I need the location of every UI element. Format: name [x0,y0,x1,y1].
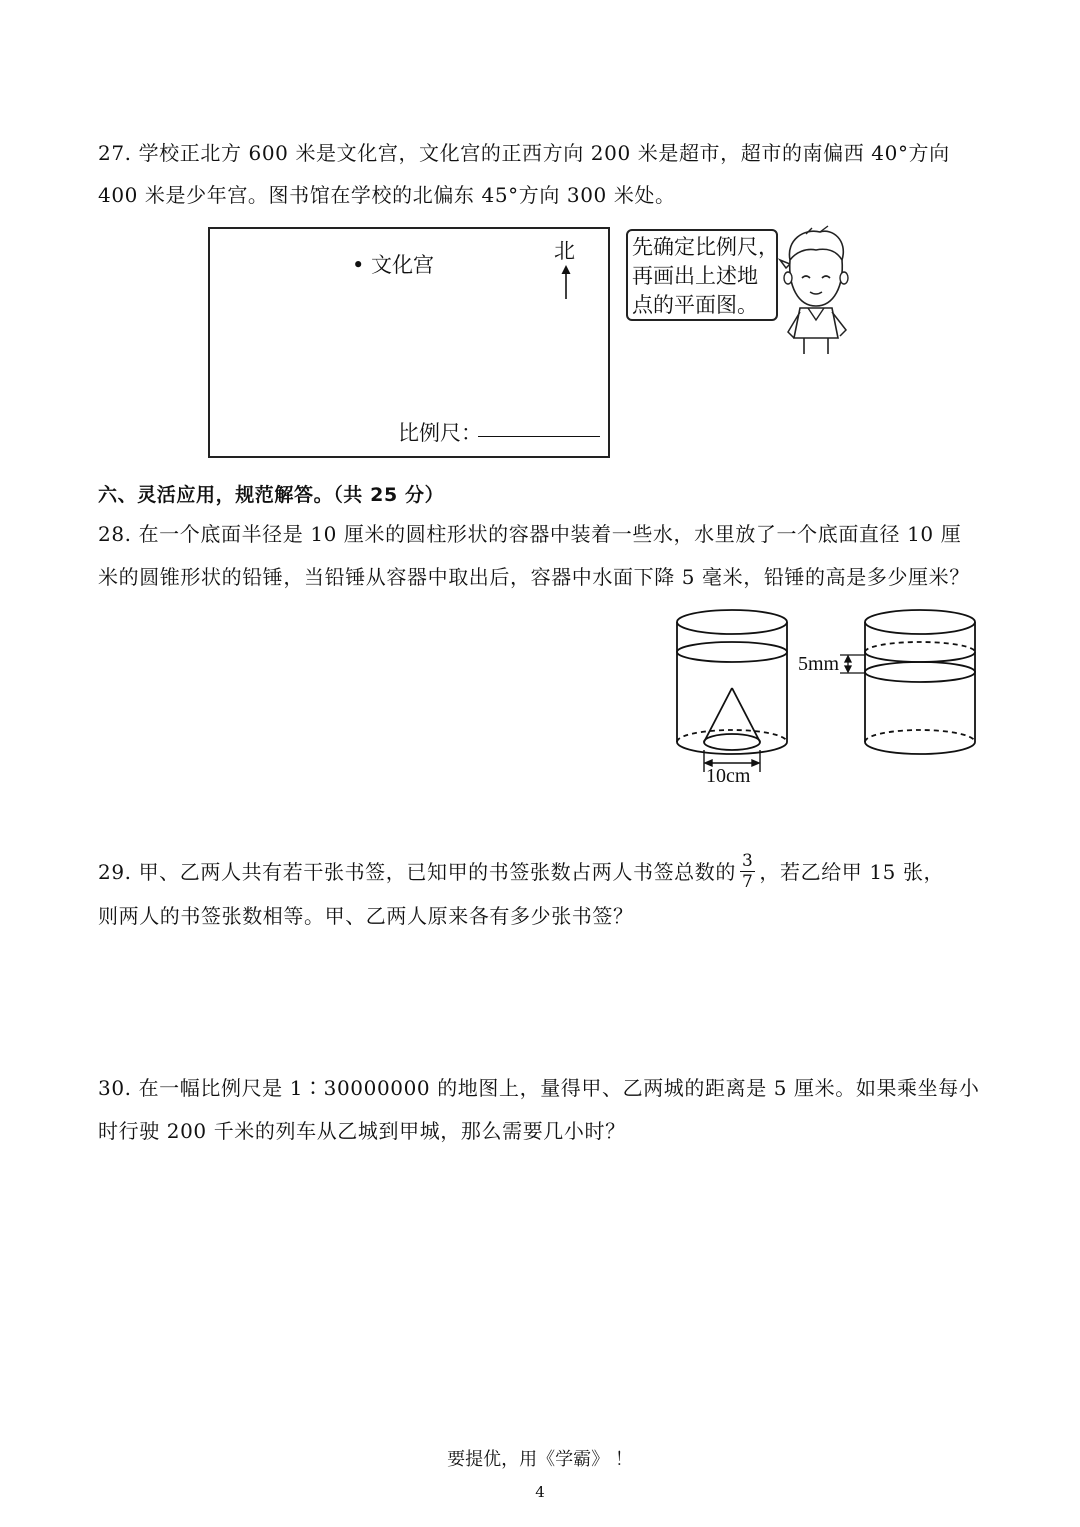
section-6-heading [98,481,444,509]
speech-bubble [626,229,778,321]
q28-text-line1: 28. 在一个底面半径是 10 厘米的圆柱形状的容器中装着一些水，水里放了一个底面直径 10 厘 [98,522,962,546]
drop-label: 5mm [798,653,840,675]
page-number: 4 [535,1483,545,1501]
right-cylinder [865,610,975,754]
fraction-numerator: 3 [741,851,754,871]
speech-line-3: 点的平面图。 [632,293,758,317]
north-label: 北 [554,239,575,263]
q27-text-line2: 400 米是少年宫。图书馆在学校的北偏东 45°方向 300 米处。 [98,183,676,207]
speech-line-1: 先确定比例尺， [632,235,779,259]
q30-text-line2: 时行驶 200 千米的列车从乙城到甲城，那么需要几小时？ [98,1119,626,1143]
fraction-denominator: 7 [741,872,754,892]
q30-text-line1: 30. 在一幅比例尺是 1∶30000000 的地图上，量得甲、乙两城的距离是 5 厘米。如果乘坐每小 [98,1076,980,1100]
q29-text-before: 29. 甲、乙两人共有若干张书签，已知甲的书签张数占两人书签总数的 [98,860,736,884]
cultural-palace-label: • 文化宫 [352,253,435,277]
footer-slogan: 要提优，用《学霸》 ！ [447,1449,633,1470]
diameter-label: 10cm [706,765,751,787]
cylinder-cone-figure [670,600,990,790]
q29-text-after: ，若乙给甲 15 张， [759,860,945,884]
q29-text-line1 [98,853,944,894]
speech-line-2: 再画出上述地 [632,264,758,288]
section-heading-points: 25 [370,484,398,506]
cartoon-boy-illustration [776,226,856,358]
north-arrow-icon [556,265,576,301]
section-heading-suffix: 分） [397,484,445,506]
q29-text-line2: 则两人的书签张数相等。甲、乙两人原来各有多少张书签？ [98,904,634,928]
water-drop-marker [840,655,865,673]
fraction-three-sevenths [740,851,755,892]
scale-answer-blank[interactable] [478,436,600,437]
cone-shape [704,688,760,750]
q28-text-line2: 米的圆锥形状的铅锤，当铅锤从容器中取出后，容器中水面下降 5 毫米，铅锤的高是多少厘米？ [98,565,970,589]
section-heading-prefix: 六、灵活应用，规范解答。（共 [98,484,371,506]
scale-label: 比例尺： [398,421,482,445]
map-drawing-area[interactable] [208,227,610,458]
q27-text-line1: 27. 学校正北方 600 米是文化宫，文化宫的正西方向 200 米是超市，超市的南偏西 40°方向 [98,141,950,165]
left-cylinder [677,610,787,754]
